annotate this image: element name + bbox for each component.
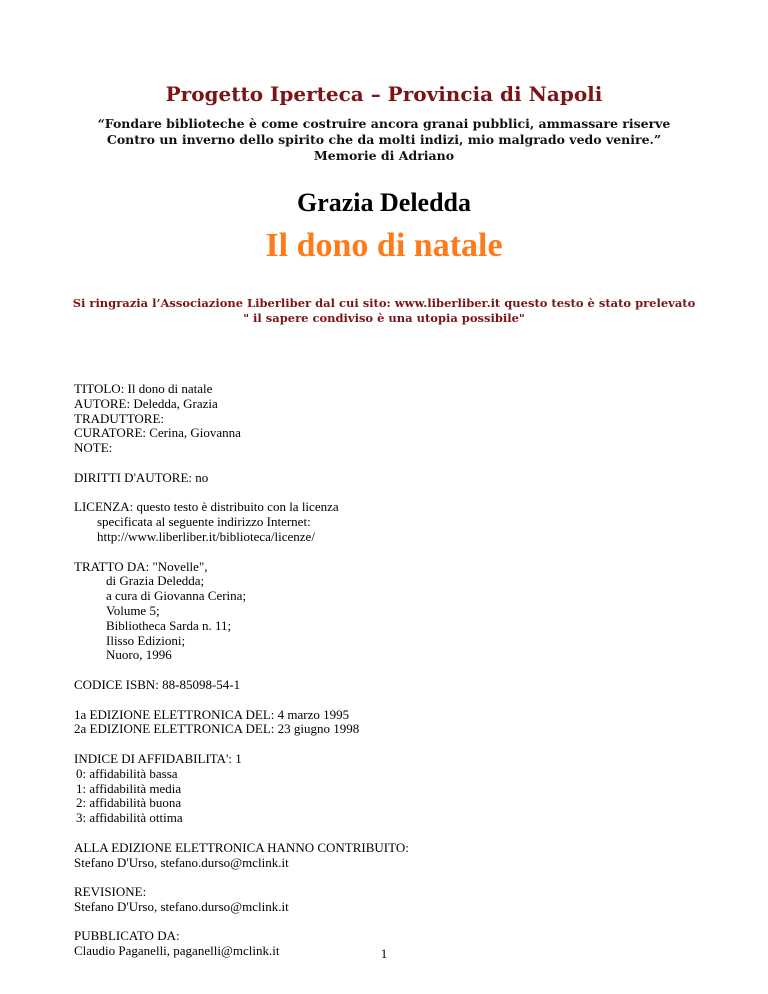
meta-revision-head: REVISIONE:: [74, 884, 147, 900]
metadata-rights-block: [74, 471, 714, 486]
meta-source-line: Volume 5;: [106, 602, 160, 618]
meta-license-url: http://www.liberliber.it/biblioteca/licenze/: [97, 528, 315, 544]
project-title: Progetto Iperteca – Provincia di Napoli: [165, 82, 603, 106]
meta-published: Claudio Paganelli, paganelli@mclink.it: [74, 943, 280, 959]
metadata-contrib-block: [74, 841, 714, 871]
meta-source-line: a cura di Giovanna Cerina;: [106, 588, 247, 604]
meta-reliability-level: 3: affidabilità ottima: [76, 810, 183, 826]
meta-source-line: Ilisso Edizioni;: [106, 632, 186, 648]
meta-reliability-level: 0: affidabilità bassa: [76, 765, 178, 781]
meta-license-line: specificata al seguente indirizzo Internet:: [97, 514, 311, 530]
meta-contrib: Stefano D'Urso, stefano.durso@mclink.it: [74, 854, 289, 870]
meta-rights: DIRITTI D'AUTORE: no: [74, 469, 209, 485]
meta-published-head: PUBBLICATO DA:: [74, 928, 180, 944]
meta-edition: 2a EDIZIONE ELETTRONICA DEL: 23 giugno 1998: [74, 721, 360, 737]
meta-source-line: Bibliotheca Sarda n. 11;: [106, 617, 232, 633]
metadata-section: [74, 382, 714, 974]
quote-line: Contro un inverno dello spirito che da molti indizi, mio malgrado vedo venire.”: [106, 132, 662, 147]
metadata-editions-block: [74, 708, 714, 738]
meta-translator: TRADUTTORE:: [74, 410, 165, 426]
acknowledgement-motto: " il sapere condiviso è una utopia possibile": [243, 311, 525, 325]
metadata-source-block: [74, 560, 714, 664]
meta-contrib-head: ALLA EDIZIONE ELETTRONICA HANNO CONTRIBUITO:: [74, 839, 409, 855]
meta-revision: Stefano D'Urso, stefano.durso@mclink.it: [74, 898, 289, 914]
meta-notes: NOTE:: [74, 440, 113, 456]
meta-title: TITOLO: Il dono di natale: [74, 381, 213, 396]
meta-edition: 1a EDIZIONE ELETTRONICA DEL: 4 marzo 1995: [74, 706, 350, 722]
quote-line: “Fondare biblioteche è come costruire ancora granai pubblici, ammassare riserve: [97, 116, 671, 131]
meta-isbn: CODICE ISBN: 88-85098-54-1: [74, 676, 241, 692]
page-number: 1: [380, 946, 388, 961]
meta-reliability-level: 1: affidabilità media: [76, 780, 182, 796]
metadata-reliability-block: [74, 752, 714, 826]
quote-attribution: Memorie di Adriano: [313, 148, 455, 163]
metadata-basic-block: [74, 382, 714, 456]
meta-curator: CURATORE: Cerina, Giovanna: [74, 425, 241, 441]
epigraph-quote: [0, 116, 768, 164]
metadata-revision-block: [74, 885, 714, 915]
meta-reliability-head: INDICE DI AFFIDABILITA': 1: [74, 750, 242, 766]
author-name: Grazia Deledda: [296, 188, 472, 217]
book-title: Il dono di natale: [265, 227, 503, 264]
metadata-license-block: [74, 500, 714, 544]
meta-license-head: LICENZA: questo testo è distribuito con la licenza: [74, 499, 339, 515]
acknowledgement: [0, 296, 768, 326]
meta-source-line: Nuoro, 1996: [106, 647, 172, 663]
metadata-isbn-block: [74, 678, 714, 693]
meta-reliability-level: 2: affidabilità buona: [76, 795, 182, 811]
meta-source-line: di Grazia Deledda;: [106, 573, 205, 589]
meta-author: AUTORE: Deledda, Grazia: [74, 395, 218, 411]
meta-source-head: TRATTO DA: "Novelle",: [74, 558, 208, 574]
acknowledgement-line: Si ringrazia l’Associazione Liberliber dal cui sito: www.liberliber.it questo testo è stato prelevato: [72, 296, 696, 310]
